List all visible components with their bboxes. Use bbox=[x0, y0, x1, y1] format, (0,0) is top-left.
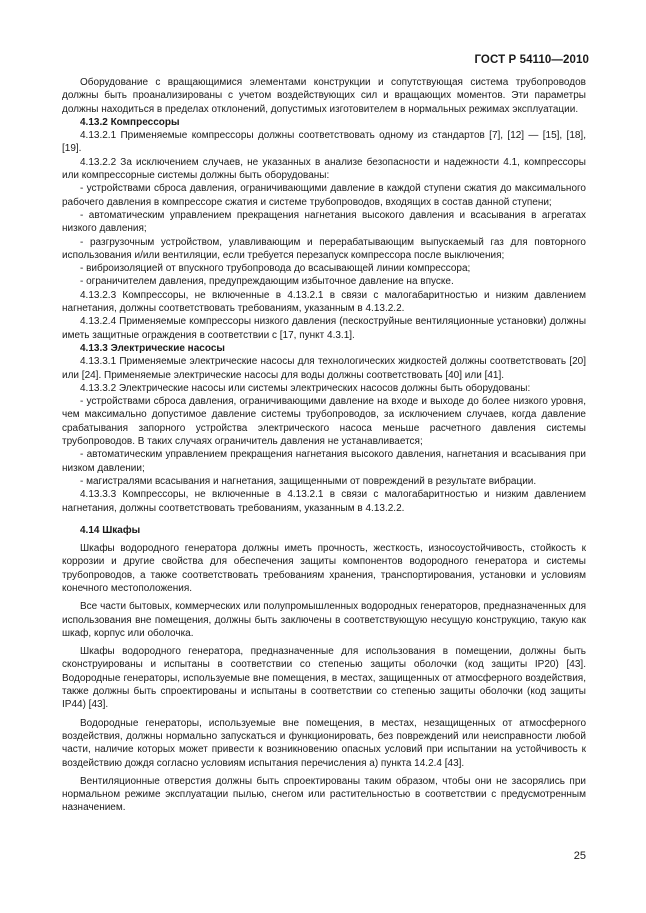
section-heading-cabinets: 4.14 Шкафы bbox=[80, 524, 141, 536]
paragraph: 4.13.3.2 Электрические насосы или системы электрических насосов должны быть оборудованы: bbox=[80, 382, 531, 394]
list-item: - устройствами сброса давления, ограничивающими давление на входе и выходе до более низкого уровня, чем максимально допустимое давление системы трубопроводов, за исключением случаев, когда давление срабатывания запорного устройства электрического насоса меньше расчетного давления системы трубопроводов. В таких случаях ограничитель давления не устанавливается; bbox=[62, 396, 586, 448]
document-header: ГОСТ Р 54110—2010 bbox=[474, 54, 589, 66]
paragraph: Шкафы водородного генератора, предназначенные для использования в помещении, должны быть сконструированы и испытаны в соответствии со степенью защиты оболочки (код защиты IP20) [43]. Водородные генераторы, используемые вне помещения, в местах, защищенных от атмосферного воздействия, также должны быть спроектированы и испытаны в соответствии со степенью защиты оболочки (код защиты IP44) [43]. bbox=[62, 646, 586, 711]
document-body bbox=[62, 76, 586, 815]
paragraph: 4.13.3.1 Применяемые электрические насосы для технологических жидкостей должны соответствовать [20] или [24]. Применяемые электрические насосы для воды должны соответствовать [40] или [41]. bbox=[62, 356, 586, 381]
paragraph: 4.13.2.4 Применяемые компрессоры низкого давления (пескоструйные вентиляционные установки) должны иметь защитные ограждения в соответствии с [17, пункт 4.3.1]. bbox=[62, 316, 586, 341]
list-item: - ограничителем давления, предупреждающим избыточное давление на впуске. bbox=[80, 276, 454, 288]
section-heading-compressors: 4.13.2 Компрессоры bbox=[80, 116, 180, 128]
page-number: 25 bbox=[573, 850, 586, 862]
paragraph: 4.13.3.3 Компрессоры, не включенные в 4.13.2.1 в связи с малогабаритностью и низким давлением нагнетания, должны соответствовать требованиям, указанным в 4.13.2.2. bbox=[62, 489, 586, 514]
list-item: - виброизоляцией от впускного трубопровода до всасывающей линии компрессора; bbox=[80, 263, 471, 275]
list-item: - автоматическим управлением прекращения нагнетания высокого давления и всасывания в агрегатах низкого давления; bbox=[62, 209, 586, 235]
section-heading-electric-pumps: 4.13.3 Электрические насосы bbox=[80, 342, 225, 354]
list-item: - устройствами сброса давления, ограничивающими давление в каждой ступени сжатия до максимального рабочего давления в компрессоре сжатия и системе трубопроводов, входящих в состав данной ступени; bbox=[62, 183, 586, 208]
paragraph: Шкафы водородного генератора должны иметь прочность, жесткость, износоустойчивость, стойкость к коррозии и другие свойства для обеспечения защиты компонентов водородного генератора и системы трубопроводов, а также соответствовать требованиям хранения, транспортирования, установки и условиям конечного местоположения. bbox=[62, 543, 586, 594]
paragraph: Все части бытовых, коммерческих или полупромышленных водородных генераторов, предназначенных для использования вне помещения, должны быть заключены в соответствующую несущую конструкцию, такую как шкаф, корпус или оболочка. bbox=[62, 601, 586, 639]
paragraph: 4.13.2.3 Компрессоры, не включенные в 4.13.2.1 в связи с малогабаритностью и низким давлением нагнетания, должны соответствовать требованиям, указанным в 4.13.2.2. bbox=[62, 289, 586, 315]
paragraph: Оборудование с вращающимися элементами конструкции и сопутствующая система трубопроводов должны быть проанализированы с учетом воздействующих сил и вращающих моментов. Эти параметры должны находиться в пределах отклонений, допустимых изготовителем в нормальных режимах эксплуатации. bbox=[62, 77, 586, 115]
paragraph: Водородные генераторы, используемые вне помещения, в местах, незащищенных от атмосферного воздействия, должны нормально запускаться и функционировать, без повреждений или неисправности любой части, наличие которых может привести к возникновению опасных условий при испытании на устойчивость к воздействию дождя согласно условиям испытания перечисления а) пункта 14.2.4 [43]. bbox=[62, 717, 586, 769]
list-item: - магистралями всасывания и нагнетания, защищенными от повреждений в результате вибрации. bbox=[80, 475, 537, 487]
list-item: - автоматическим управлением прекращения нагнетания высокого давления, нагнетания и всасывания при низком давлении; bbox=[62, 449, 586, 474]
list-item: - разгрузочным устройством, улавливающим и перерабатывающим выпускаемый газ для повторного использования и/или вентиляции, если требуется перезапуск компрессора после выключения; bbox=[62, 236, 586, 261]
paragraph: Вентиляционные отверстия должны быть спроектированы таким образом, чтобы они не засорялись при нормальном режиме эксплуатации пылью, снегом или растительностью в соответствии с предусмотренным назначением. bbox=[62, 775, 586, 814]
paragraph: 4.13.2.1 Применяемые компрессоры должны соответствовать одному из стандартов [7], [12] — [15], [18], [19]. bbox=[62, 130, 586, 155]
paragraph: 4.13.2.2 За исключением случаев, не указанных в анализе безопасности и надежности 4.1, компрессоры или компрессорные системы должны быть оборудованы: bbox=[62, 156, 586, 182]
